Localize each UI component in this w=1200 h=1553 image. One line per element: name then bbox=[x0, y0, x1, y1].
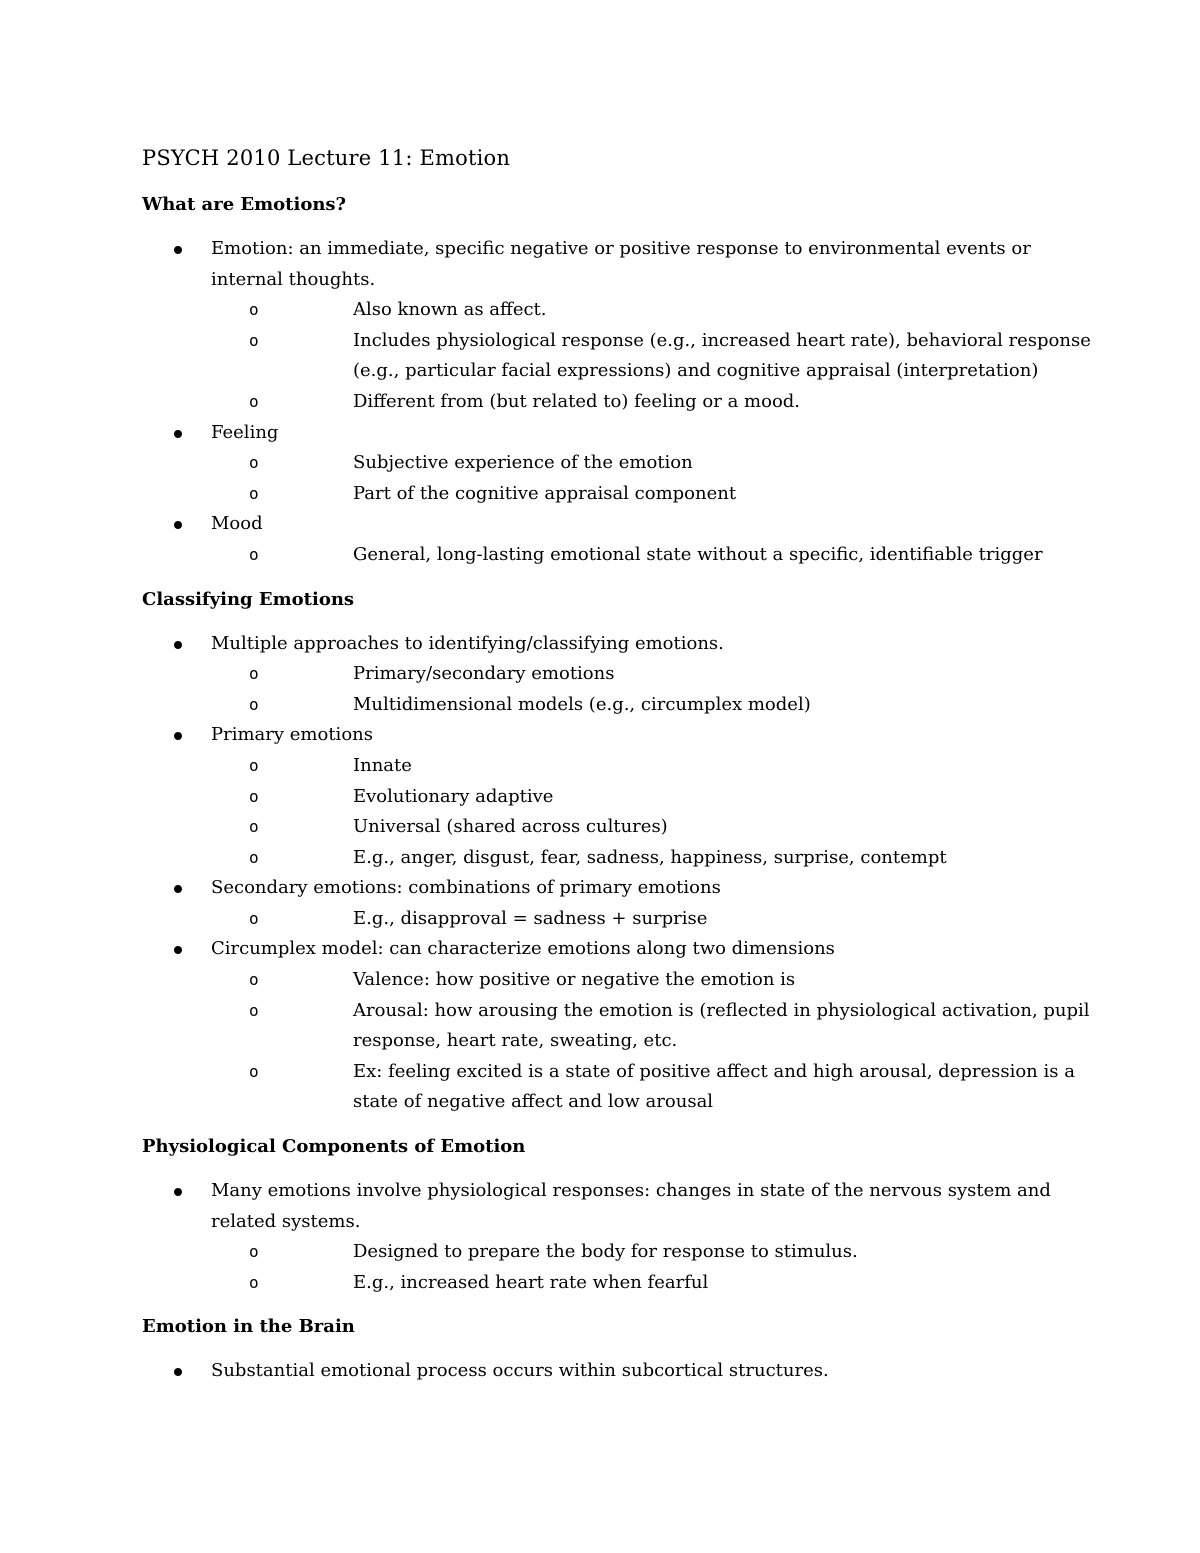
bullet-dot-icon bbox=[174, 641, 182, 649]
sub-list-item bbox=[142, 690, 1102, 721]
sub-bullet-list bbox=[211, 448, 1102, 509]
circle-bullet-icon: o bbox=[249, 664, 259, 684]
sub-list-item bbox=[142, 904, 1102, 935]
list-item-text: Emotion: an immediate, specific negative or positive response to environmental events or internal thoughts. bbox=[211, 238, 1031, 290]
bullet-dot-icon bbox=[174, 1368, 182, 1376]
bullet-dot-icon bbox=[174, 1188, 182, 1196]
sub-list-item-text: Also known as affect. bbox=[353, 299, 547, 321]
sub-list-item bbox=[142, 479, 1102, 510]
sub-list-item bbox=[142, 751, 1102, 782]
list-item bbox=[142, 509, 1102, 570]
bullet-dot-icon bbox=[174, 946, 182, 954]
list-item-text: Feeling bbox=[211, 421, 279, 443]
bullet-dot-icon bbox=[174, 246, 182, 254]
sub-bullet-list bbox=[211, 965, 1102, 1118]
sub-list-item-text: E.g., anger, disgust, fear, sadness, happiness, surprise, contempt bbox=[353, 846, 947, 868]
circle-bullet-icon: o bbox=[249, 786, 259, 806]
bullet-dot-icon bbox=[174, 430, 182, 438]
list-item-text: Many emotions involve physiological responses: changes in state of the nervous system and related systems. bbox=[211, 1180, 1051, 1232]
sub-list-item-text: Evolutionary adaptive bbox=[353, 785, 554, 807]
list-item-text: Mood bbox=[211, 513, 263, 535]
list-item-text: Multiple approaches to identifying/classifying emotions. bbox=[211, 632, 724, 654]
list-item-text: Circumplex model: can characterize emotions along two dimensions bbox=[211, 938, 835, 960]
circle-bullet-icon: o bbox=[249, 1000, 259, 1020]
section-heading: What are Emotions? bbox=[142, 194, 347, 215]
sub-list-item bbox=[142, 659, 1102, 690]
sections-container bbox=[142, 190, 1102, 1387]
sub-bullet-list bbox=[211, 1237, 1102, 1298]
sub-bullet-list bbox=[211, 904, 1102, 935]
sub-list-item bbox=[142, 782, 1102, 813]
sub-list-item-text: Multidimensional models (e.g., circumplex model) bbox=[353, 693, 811, 715]
list-item-text: Secondary emotions: combinations of primary emotions bbox=[211, 877, 721, 899]
circle-bullet-icon: o bbox=[249, 908, 259, 928]
section bbox=[142, 585, 1102, 1119]
section-heading: Classifying Emotions bbox=[142, 588, 355, 610]
bullet-list bbox=[142, 629, 1102, 1119]
bullet-dot-icon bbox=[174, 521, 182, 529]
sub-list-item-text: Arousal: how arousing the emotion is (reflected in physiological activation, pupil response, heart rate, sweating, etc. bbox=[353, 999, 1090, 1052]
sub-list-item bbox=[142, 540, 1102, 571]
sub-list-item bbox=[142, 295, 1102, 326]
sub-list-item-text: General, long-lasting emotional state without a specific, identifiable trigger bbox=[353, 543, 1043, 565]
sub-list-item-text: Includes physiological response (e.g., increased heart rate), behavioral response (e.g., particular facial expressions) and cognitive appraisal (interpretation) bbox=[353, 329, 1091, 382]
circle-bullet-icon: o bbox=[249, 970, 259, 990]
section bbox=[142, 1312, 1102, 1387]
page-title: PSYCH 2010 Lecture 11: Emotion bbox=[142, 146, 511, 170]
circle-bullet-icon: o bbox=[249, 755, 259, 775]
section-heading: Physiological Components of Emotion bbox=[142, 1136, 526, 1158]
sub-list-item bbox=[142, 996, 1102, 1057]
list-item bbox=[142, 934, 1102, 1118]
list-item bbox=[142, 629, 1102, 721]
circle-bullet-icon: o bbox=[249, 483, 259, 503]
document-content bbox=[142, 140, 1102, 1401]
sub-list-item-text: Designed to prepare the body for response to stimulus. bbox=[353, 1241, 858, 1263]
sub-list-item-text: Ex: feeling excited is a state of positive affect and high arousal, depression is a state of negative affect and low arousal bbox=[353, 1060, 1075, 1113]
circle-bullet-icon: o bbox=[249, 300, 259, 320]
sub-list-item bbox=[142, 843, 1102, 874]
section-heading: Emotion in the Brain bbox=[142, 1316, 355, 1338]
sub-list-item bbox=[142, 1268, 1102, 1299]
list-item bbox=[142, 234, 1102, 418]
sub-list-item bbox=[142, 1237, 1102, 1268]
sub-list-item bbox=[142, 965, 1102, 996]
list-item bbox=[142, 873, 1102, 934]
list-item-text: Substantial emotional process occurs within subcortical structures. bbox=[211, 1360, 829, 1382]
sub-list-item-text: Subjective experience of the emotion bbox=[353, 452, 693, 474]
sub-list-item bbox=[142, 326, 1102, 387]
sub-list-item bbox=[142, 1057, 1102, 1118]
sub-bullet-list bbox=[211, 751, 1102, 873]
circle-bullet-icon: o bbox=[249, 1242, 259, 1262]
circle-bullet-icon: o bbox=[249, 1061, 259, 1081]
sub-list-item-text: Innate bbox=[353, 754, 412, 776]
bullet-list bbox=[142, 1176, 1102, 1298]
sub-bullet-list bbox=[211, 540, 1102, 571]
sub-bullet-list bbox=[211, 659, 1102, 720]
circle-bullet-icon: o bbox=[249, 847, 259, 867]
bullet-dot-icon bbox=[174, 885, 182, 893]
sub-list-item-text: Primary/secondary emotions bbox=[353, 663, 615, 685]
list-item-text: Primary emotions bbox=[211, 724, 373, 746]
section bbox=[142, 190, 1102, 571]
sub-bullet-list bbox=[211, 295, 1102, 417]
sub-list-item-text: Different from (but related to) feeling or a mood. bbox=[353, 390, 801, 412]
bullet-dot-icon bbox=[174, 732, 182, 740]
sub-list-item-text: Universal (shared across cultures) bbox=[353, 816, 668, 838]
sub-list-item bbox=[142, 448, 1102, 479]
bullet-list bbox=[142, 1356, 1102, 1387]
list-item bbox=[142, 418, 1102, 510]
sub-list-item-text: Part of the cognitive appraisal component bbox=[353, 482, 737, 504]
bullet-list bbox=[142, 234, 1102, 571]
sub-list-item-text: Valence: how positive or negative the emotion is bbox=[353, 969, 796, 991]
circle-bullet-icon: o bbox=[249, 453, 259, 473]
circle-bullet-icon: o bbox=[249, 544, 259, 564]
sub-list-item bbox=[142, 812, 1102, 843]
sub-list-item-text: E.g., increased heart rate when fearful bbox=[353, 1271, 709, 1293]
circle-bullet-icon: o bbox=[249, 817, 259, 837]
list-item bbox=[142, 720, 1102, 873]
sub-list-item-text: E.g., disapproval = sadness + surprise bbox=[353, 907, 708, 929]
circle-bullet-icon: o bbox=[249, 391, 259, 411]
list-item bbox=[142, 1176, 1102, 1298]
circle-bullet-icon: o bbox=[249, 694, 259, 714]
circle-bullet-icon: o bbox=[249, 330, 259, 350]
list-item bbox=[142, 1356, 1102, 1387]
circle-bullet-icon: o bbox=[249, 1272, 259, 1292]
sub-list-item bbox=[142, 387, 1102, 418]
section bbox=[142, 1132, 1102, 1298]
